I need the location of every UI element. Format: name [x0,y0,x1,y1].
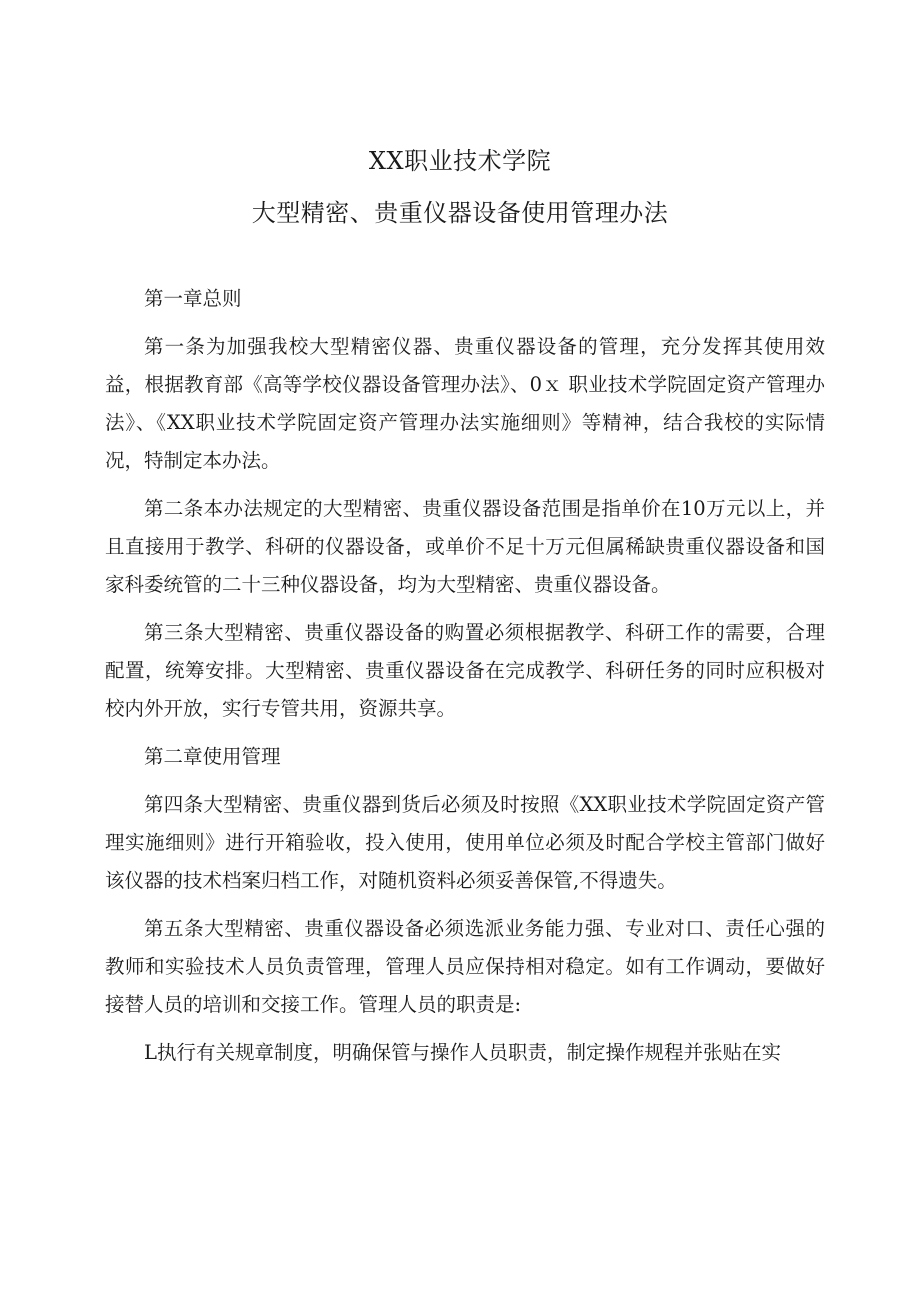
document-title [0,135,920,239]
article-5: 第五条大型精密、贵重仪器设备必须选派业务能力强、专业对口、责任心强的教师和实验技术人员负责管理，管理人员应保持相对稳定。如有工作调动，要做好接替人员的培训和交接工作。管理人员的职责是: [105,917,825,1016]
article-2: 第二条本办法规定的大型精密、贵重仪器设备范围是指单价在10万元以上，并且直接用于教学、科研的仪器设备，或单价不足十万元但属稀缺贵重仪器设备和国家科委统管的二十三种仪器设备，均为大型精密、贵重仪器设备。 [105,497,825,596]
chapter-heading-2: 第二章使用管理 [144,745,281,768]
document-body [105,280,825,1082]
article-1: 第一条为加强我校大型精密仪器、贵重仪器设备的管理，充分发挥其使用效益，根据教育部《高等学校仪器设备管理办法》、0ｘ 职业技术学院固定资产管理办法》、《XX职业技术学院固定资产管理办法实施细则》等精神，结合我校的实际情况，特制定本办法。 [105,335,825,472]
duty-item-1: L执行有关规章制度，明确保管与操作人员职责，制定操作规程并张贴在实 [144,1041,781,1064]
article-4: 第四条大型精密、贵重仪器到货后必须及时按照《XX职业技术学院固定资产管理实施细则》进行开箱验收，投入使用，使用单位必须及时配合学校主管部门做好该仪器的技术档案归档工作，对随机资料必须妥善保管,不得遗失。 [105,793,825,892]
title-regulation: 大型精密、贵重仪器设备使用管理办法 [251,199,669,227]
chapter-heading-1: 第一章总则 [144,287,242,310]
article-3: 第三条大型精密、贵重仪器设备的购置必须根据教学、科研工作的需要，合理配置，统筹安排。大型精密、贵重仪器设备在完成教学、科研任务的同时应积极对校内外开放，实行专管共用，资源共享。 [105,621,825,720]
title-institution: XX职业技术学院 [368,147,552,175]
